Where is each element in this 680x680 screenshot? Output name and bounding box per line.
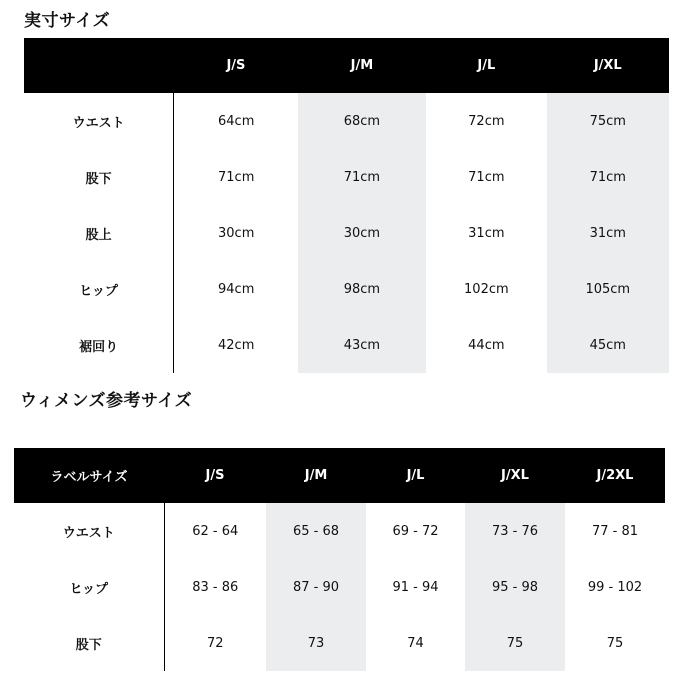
table-row	[14, 559, 665, 615]
actual-size-table	[24, 38, 669, 373]
header-cell	[24, 38, 174, 93]
table-cell: 105cm	[547, 261, 668, 317]
table-cell: 30cm	[218, 225, 255, 241]
header-cell: J/XL	[465, 448, 565, 503]
table-cell: 65 - 68	[266, 503, 366, 559]
table-cell: 64cm	[218, 113, 255, 129]
table-cell: 83 - 86	[192, 579, 239, 595]
table-cell: 42cm	[218, 337, 255, 353]
table-cell: 69 - 72	[392, 523, 439, 539]
table-cell: 98cm	[298, 261, 425, 317]
table-cell: 72	[206, 635, 224, 651]
header-cell: J/M	[266, 448, 366, 503]
table-row	[24, 149, 669, 205]
table-cell: 75	[606, 635, 624, 651]
table-cell: 71cm	[547, 149, 668, 205]
table-cell: 62 - 64	[192, 523, 239, 539]
header-cell: J/S	[164, 448, 266, 503]
header-cell: ラベルサイズ	[14, 448, 164, 503]
table-cell: 43cm	[298, 317, 425, 373]
table-cell: 77 - 81	[591, 523, 639, 539]
table-cell: 75	[465, 615, 565, 671]
table-cell: 44cm	[468, 337, 505, 353]
row-label: ヒップ	[14, 559, 164, 615]
womens-size-table	[14, 448, 665, 671]
table-cell: 30cm	[298, 205, 425, 261]
table-cell: 73	[266, 615, 366, 671]
row-label: 股下	[24, 149, 174, 205]
row-label: 股下	[14, 615, 164, 671]
table-cell: 91 - 94	[392, 579, 439, 595]
header-cell: J/2XL	[565, 448, 665, 503]
table-cell: 71cm	[298, 149, 425, 205]
table-row	[14, 503, 665, 559]
header-cell: J/XL	[547, 38, 668, 93]
table-cell: 71cm	[468, 169, 505, 185]
table-cell: 73 - 76	[465, 503, 565, 559]
row-label: ウエスト	[14, 503, 164, 559]
table-row	[14, 615, 665, 671]
table-cell: 31cm	[468, 225, 505, 241]
table-cell: 71cm	[218, 169, 255, 185]
table-cell: 31cm	[547, 205, 668, 261]
header-cell: J/M	[298, 38, 425, 93]
table-row	[24, 205, 669, 261]
table-cell: 68cm	[298, 93, 425, 149]
header-cell: J/L	[366, 448, 465, 503]
row-label: 股上	[24, 205, 174, 261]
womens-size-title: ウィメンズ参考サイズ	[20, 391, 193, 411]
row-label: ヒップ	[24, 261, 174, 317]
table-cell: 74	[407, 635, 424, 651]
table-cell: 45cm	[547, 317, 668, 373]
header-cell: J/L	[426, 38, 547, 93]
table-cell: 99 - 102	[587, 579, 643, 595]
table-row	[24, 317, 669, 373]
row-label: ウエスト	[24, 93, 174, 149]
header-cell: J/S	[174, 38, 298, 93]
table-header-row	[14, 448, 665, 503]
table-cell: 87 - 90	[266, 559, 366, 615]
actual-size-title: 実寸サイズ	[24, 11, 111, 31]
table-row	[24, 93, 669, 149]
table-cell: 94cm	[218, 281, 255, 297]
row-label: 裾回り	[24, 317, 174, 373]
table-cell: 72cm	[468, 113, 505, 129]
table-header-row	[24, 38, 669, 93]
table-cell: 102cm	[464, 281, 509, 297]
table-row	[24, 261, 669, 317]
table-cell: 95 - 98	[465, 559, 565, 615]
table-cell: 75cm	[547, 93, 668, 149]
